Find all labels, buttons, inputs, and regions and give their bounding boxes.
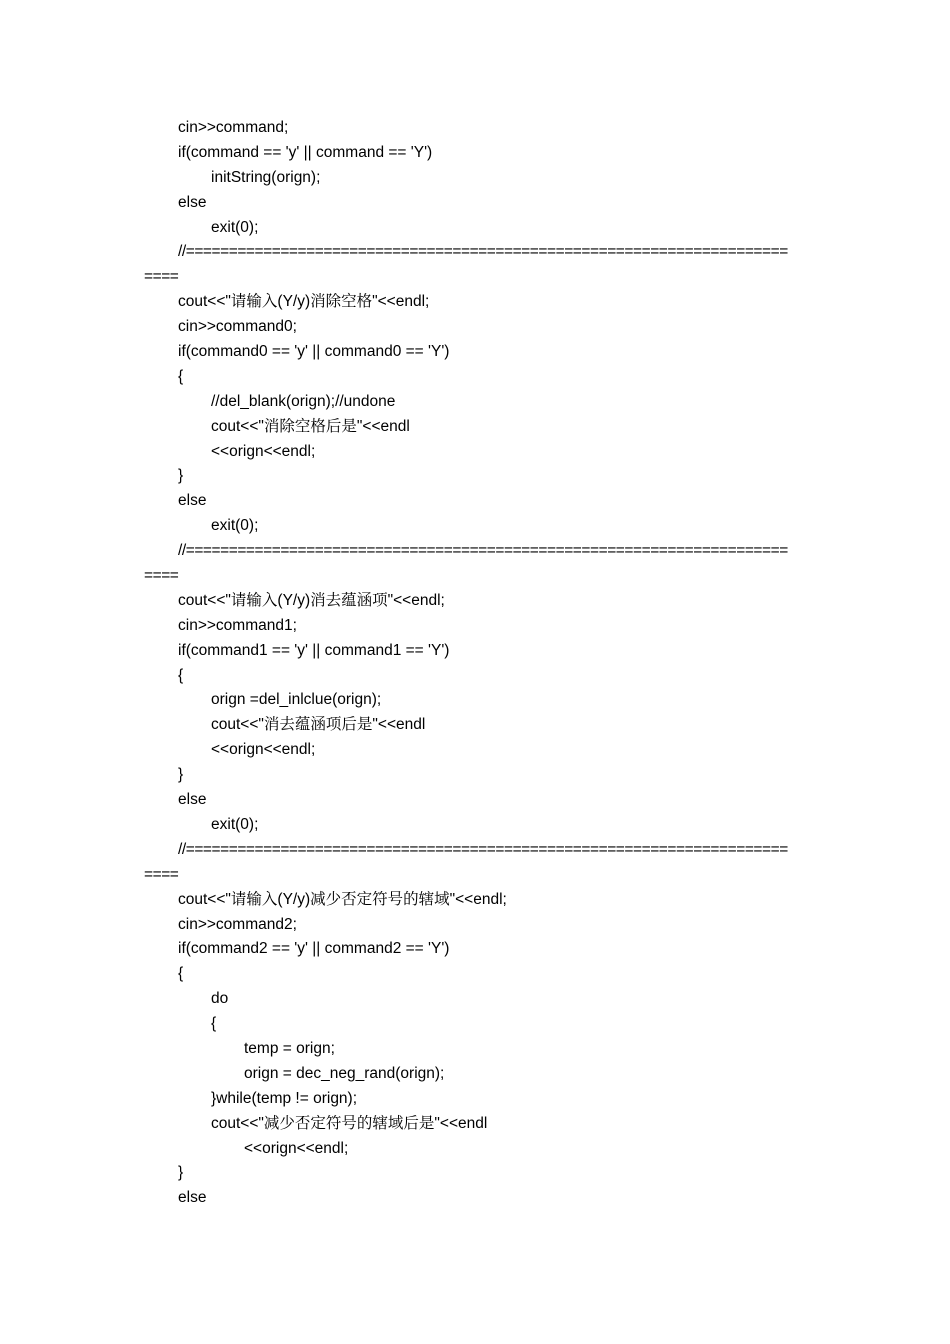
code-line: //del_blank(orign);//undone <box>211 392 396 410</box>
code-line: if(command2 == 'y' || command2 == 'Y') <box>178 940 450 958</box>
code-line: }while(temp != orign); <box>211 1089 358 1107</box>
code-line: cout<<"消去蕴涵项后是"<<endl <box>211 716 426 734</box>
code-line: { <box>178 367 184 385</box>
code-line: { <box>178 666 184 684</box>
code-line: cin>>command0; <box>178 318 297 336</box>
separator-comment-line: ==== <box>144 567 179 585</box>
code-line: exit(0); <box>211 218 259 236</box>
code-line: if(command == 'y' || command == 'Y') <box>178 143 433 161</box>
code-line: cin>>command; <box>178 119 289 136</box>
code-line: else <box>178 791 207 809</box>
code-line: <<orign<<endl; <box>211 442 316 460</box>
code-line: if(command1 == 'y' || command1 == 'Y') <box>178 641 450 659</box>
code-line: cout<<"请输入(Y/y)消去蕴涵项"<<endl; <box>178 591 445 609</box>
code-line: do <box>211 990 229 1008</box>
code-line: orign = dec_neg_rand(orign); <box>244 1064 445 1082</box>
code-line: cin>>command2; <box>178 915 297 933</box>
code-line: } <box>178 766 184 784</box>
separator-comment-line: //====================================================================== <box>178 542 788 560</box>
code-line: { <box>211 1015 217 1033</box>
code-line: else <box>178 1189 207 1207</box>
code-line: orign =del_inlclue(orign); <box>211 691 382 709</box>
code-line: cout<<"消除空格后是"<<endl <box>211 417 410 435</box>
code-line: exit(0); <box>211 815 259 833</box>
code-line: if(command0 == 'y' || command0 == 'Y') <box>178 343 450 361</box>
code-line: initString(orign); <box>211 168 321 186</box>
code-line: temp = orign; <box>244 1039 335 1057</box>
code-line: cout<<"请输入(Y/y)减少否定符号的辖域"<<endl; <box>178 890 507 908</box>
code-line: exit(0); <box>211 517 259 535</box>
code-line: } <box>178 1164 184 1182</box>
code-line: cin>>command1; <box>178 616 297 634</box>
separator-comment-line: ==== <box>144 865 179 883</box>
separator-comment-line: ==== <box>144 268 179 286</box>
code-line: else <box>178 492 207 510</box>
code-listing <box>0 116 950 1211</box>
code-line: <<orign<<endl; <box>244 1139 349 1157</box>
code-line: else <box>178 193 207 211</box>
code-line: cout<<"减少否定符号的辖域后是"<<endl <box>211 1114 488 1132</box>
code-line: { <box>178 965 184 983</box>
separator-comment-line: //====================================================================== <box>178 840 788 858</box>
code-line: <<orign<<endl; <box>211 741 316 759</box>
code-line: } <box>178 467 184 485</box>
separator-comment-line: //====================================================================== <box>178 243 788 261</box>
code-line: cout<<"请输入(Y/y)消除空格"<<endl; <box>178 293 430 311</box>
